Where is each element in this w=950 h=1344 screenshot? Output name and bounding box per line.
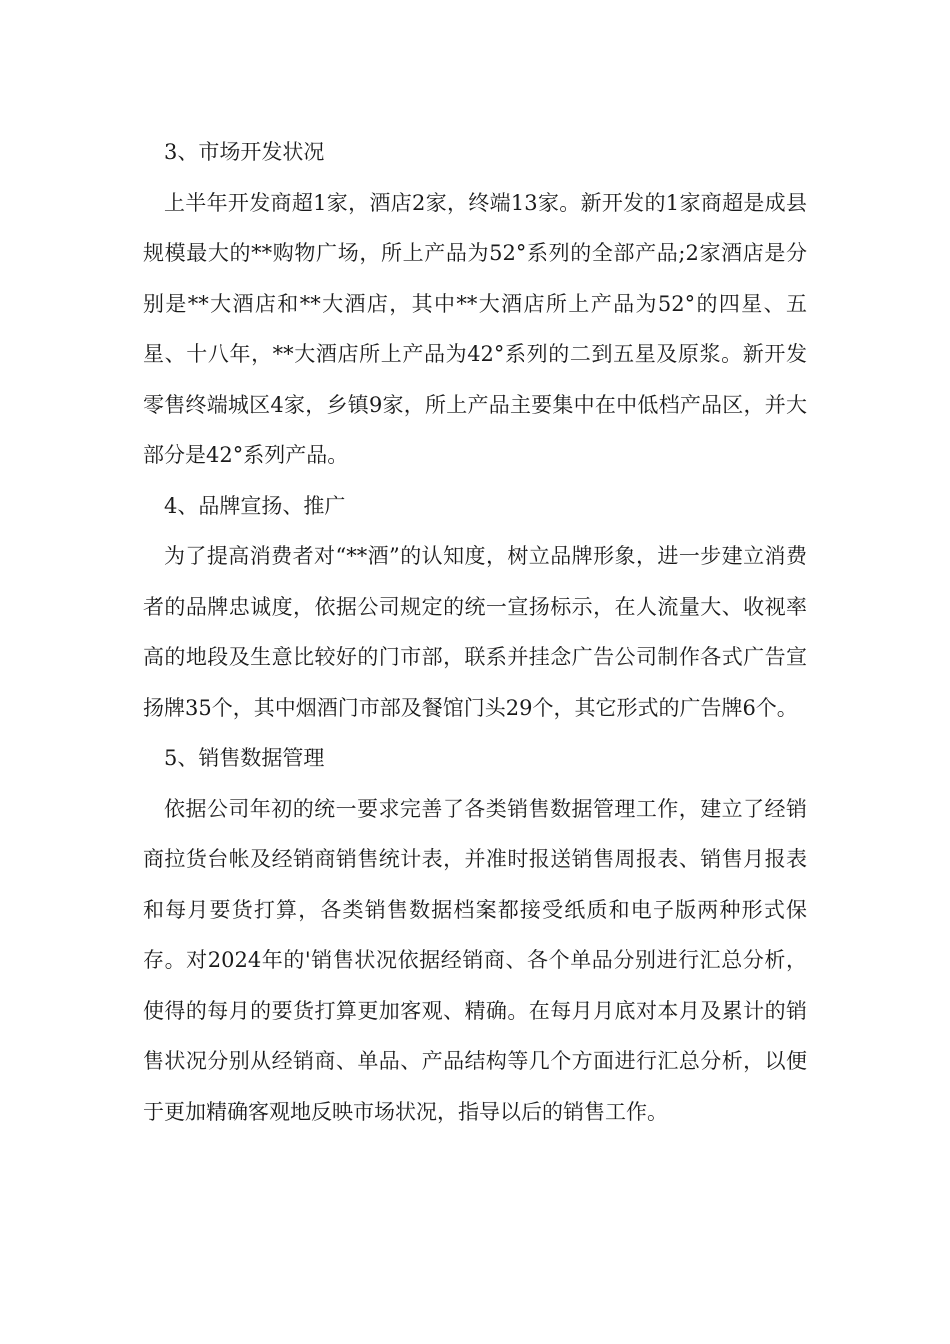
section-paragraph-market-development: 上半年开发商超1家，酒店2家，终端13家。新开发的1家商超是成县规模最大的**购物广场，所上产品为52°系列的全部产品;2家酒店是分别是**大酒店和**大酒店，其中**大酒店所上产品为52°的四星、五星、十八年，**大酒店所上产品为42°系列的二到五星及原浆。新开发零售终端城区4家，乡镇9家，所上产品主要集中在中低档产品区，并大部分是42°系列产品。	[143, 190, 807, 467]
section-heading-market-development: 3、市场开发状况	[164, 140, 325, 164]
section-heading-sales-data: 5、销售数据管理	[164, 746, 325, 770]
section-paragraph-brand-promotion: 为了提高消费者对“**酒”的认知度，树立品牌形象，进一步建立消费者的品牌忠诚度，依据公司规定的统一宣扬标示，在人流量大、收视率高的地段及生意比较好的门市部，联系并挂念广告公司制作各式广告宣扬牌35个，其中烟酒门市部及餐馆门头29个，其它形式的广告牌6个。	[143, 544, 807, 720]
document-body	[143, 127, 807, 1137]
section-paragraph-sales-data: 依据公司年初的统一要求完善了各类销售数据管理工作，建立了经销商拉货台帐及经销商销售统计表，并准时报送销售周报表、销售月报表和每月要货打算，各类销售数据档案都接受纸质和电子版两种形式保存。对2024年的'销售状况依据经销商、各个单品分别进行汇总分析，使得的每月的要货打算更加客观、精确。在每月月底对本月及累计的销售状况分别从经销商、单品、产品结构等几个方面进行汇总分析，以便于更加精确客观地反映市场状况，指导以后的销售工作。	[143, 796, 807, 1124]
section-heading-brand-promotion: 4、品牌宣扬、推广	[164, 493, 346, 518]
